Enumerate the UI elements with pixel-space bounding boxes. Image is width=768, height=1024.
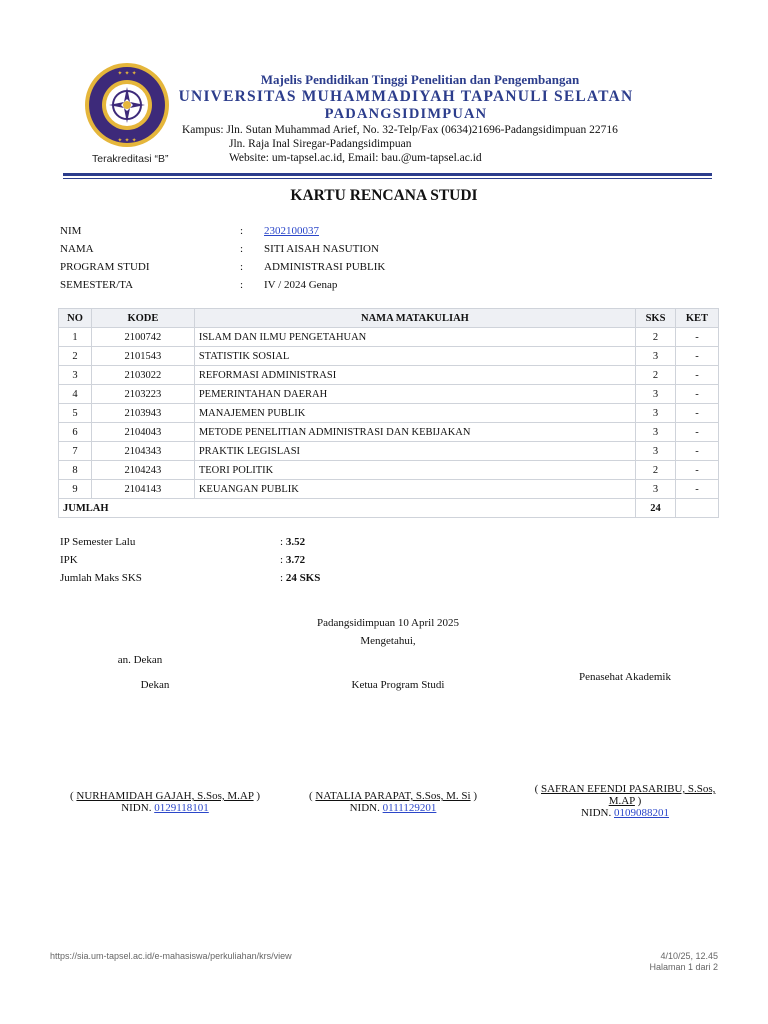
header-divider-thick — [63, 173, 712, 176]
cell-sks: 3 — [636, 385, 676, 404]
header-sks: SKS — [636, 309, 676, 328]
header-no: NO — [59, 309, 92, 328]
cell-kode: 2104143 — [91, 480, 194, 499]
dekan-nidn-line — [121, 802, 209, 814]
pa-nidn-link[interactable]: 0109088201 — [614, 807, 669, 819]
cell-ket: - — [675, 328, 718, 347]
secondary-address: Jln. Raja Inal Siregar-Padangsidimpuan — [229, 138, 412, 150]
kaprodi-name: NATALIA PARAPAT, S.Sos, M. Si — [315, 790, 471, 802]
table-row — [59, 385, 719, 404]
cell-nama-matakuliah: MANAJEMEN PUBLIK — [194, 404, 635, 423]
ip-value: 3.52 — [285, 536, 306, 548]
cell-nama-matakuliah: ISLAM DAN ILMU PENGETAHUAN — [194, 328, 635, 347]
nim-link[interactable]: 2302100037 — [264, 225, 319, 237]
cell-ket: - — [675, 404, 718, 423]
ip-label: IP Semester Lalu — [60, 536, 136, 548]
pa-close-paren: ) — [637, 795, 642, 807]
footer-datetime: 4/10/25, 12.45 — [660, 951, 718, 961]
svg-text:✦ ✦ ✦: ✦ ✦ ✦ — [117, 70, 137, 77]
header-divider-thin — [63, 178, 712, 179]
majelis-heading: Majelis Pendidikan Tinggi Penelitian dan Pengembangan — [260, 72, 580, 87]
maks-sks-value: 24 SKS — [285, 572, 321, 584]
dekan-signature-block — [40, 790, 290, 814]
cell-no: 7 — [59, 442, 92, 461]
cell-sks: 2 — [636, 328, 676, 347]
table-row — [59, 328, 719, 347]
table-row — [59, 404, 719, 423]
dekan-nidn-link[interactable]: 0129118101 — [154, 802, 209, 814]
maks-sks-row-value — [280, 572, 320, 584]
semester-colon: : — [240, 279, 244, 291]
kaprodi-open-paren: ( — [308, 790, 313, 802]
nim-colon: : — [240, 225, 244, 237]
cell-no: 4 — [59, 385, 92, 404]
dekan-close-paren: ) — [256, 790, 260, 802]
kaprodi-nidn-line — [350, 802, 437, 814]
cell-ket: - — [675, 442, 718, 461]
ipk-label: IPK — [60, 554, 78, 566]
cell-kode: 2101543 — [91, 347, 194, 366]
prodi-label: PROGRAM STUDI — [60, 261, 150, 273]
cell-nama-matakuliah: METODE PENELITIAN ADMINISTRASI DAN KEBIJAKAN — [194, 423, 635, 442]
dekan-title: Dekan — [140, 679, 170, 691]
cell-sks: 3 — [636, 480, 676, 499]
accreditation-label: Terakreditasi “B” — [92, 153, 169, 165]
cell-kode: 2103022 — [91, 366, 194, 385]
cell-kode: 2104043 — [91, 423, 194, 442]
ipk-row-value — [280, 554, 305, 566]
pa-name-line2: M.AP — [608, 795, 635, 807]
cell-sks: 3 — [636, 404, 676, 423]
pa-nidn-line — [581, 807, 669, 819]
header-nama-matakuliah: NAMA MATAKULIAH — [194, 309, 635, 328]
dekan-nidn-label: NIDN. — [121, 802, 152, 814]
table-row — [59, 461, 719, 480]
kaprodi-title: Ketua Program Studi — [351, 679, 445, 691]
pa-title: Penasehat Akademik — [579, 671, 671, 683]
prodi-colon: : — [240, 261, 244, 273]
cell-nama-matakuliah: KEUANGAN PUBLIK — [194, 480, 635, 499]
kaprodi-signature-block — [283, 790, 503, 814]
cell-no: 2 — [59, 347, 92, 366]
cell-kode: 2103943 — [91, 404, 194, 423]
pa-signature-block — [520, 783, 730, 819]
total-ket — [675, 499, 718, 518]
contact-info: Website: um-tapsel.ac.id, Email: bau.@um-tapsel.ac.id — [229, 152, 482, 164]
table-row — [59, 423, 719, 442]
cell-ket: - — [675, 480, 718, 499]
cell-nama-matakuliah: TEORI POLITIK — [194, 461, 635, 480]
campus-address: Kampus: Jln. Sutan Muhammad Arief, No. 32-Telp/Fax (0634)21696-Padangsidimpuan 22716 — [182, 124, 618, 136]
table-total-row — [59, 499, 719, 518]
cell-nama-matakuliah: STATISTIK SOSIAL — [194, 347, 635, 366]
document-title: KARTU RENCANA STUDI — [290, 187, 478, 204]
total-label: JUMLAH — [59, 499, 636, 518]
cell-no: 3 — [59, 366, 92, 385]
dekan-open-paren: ( — [70, 790, 74, 802]
cell-nama-matakuliah: PRAKTIK LEGISLASI — [194, 442, 635, 461]
cell-no: 1 — [59, 328, 92, 347]
svg-text:✦ ✦ ✦: ✦ ✦ ✦ — [117, 137, 137, 144]
university-name: UNIVERSITAS MUHAMMADIYAH TAPANULI SELATAN — [178, 88, 634, 105]
university-city: PADANGSIDIMPUAN — [324, 106, 488, 122]
kaprodi-close-paren: ) — [473, 790, 478, 802]
cell-sks: 3 — [636, 442, 676, 461]
university-seal-logo — [84, 62, 170, 148]
cell-ket: - — [675, 423, 718, 442]
cell-ket: - — [675, 366, 718, 385]
ipk-colon: : — [280, 554, 286, 566]
cell-no: 6 — [59, 423, 92, 442]
maks-sks-colon: : — [280, 572, 286, 584]
table-header-row — [59, 309, 719, 328]
total-sks: 24 — [636, 499, 676, 518]
semester-label: SEMESTER/TA — [60, 279, 134, 291]
cell-kode: 2104343 — [91, 442, 194, 461]
cell-kode: 2103223 — [91, 385, 194, 404]
course-table — [58, 308, 719, 518]
nim-label: NIM — [60, 225, 82, 237]
cell-ket: - — [675, 347, 718, 366]
pa-name-line1: SAFRAN EFENDI PASARIBU, S.Sos, — [541, 783, 716, 795]
cell-nama-matakuliah: REFORMASI ADMINISTRASI — [194, 366, 635, 385]
nama-label: NAMA — [60, 243, 94, 255]
pa-nidn-label: NIDN. — [581, 807, 612, 819]
mengetahui-text: Mengetahui, — [360, 635, 416, 647]
prodi-value: ADMINISTRASI PUBLIK — [264, 261, 386, 273]
header-ket: KET — [675, 309, 718, 328]
place-date: Padangsidimpuan 10 April 2025 — [316, 617, 460, 629]
nama-colon: : — [240, 243, 244, 255]
table-row — [59, 480, 719, 499]
ip-colon: : — [280, 536, 286, 548]
cell-kode: 2100742 — [91, 328, 194, 347]
ipk-value: 3.72 — [285, 554, 306, 566]
kaprodi-nidn-label: NIDN. — [349, 802, 380, 814]
dekan-name: NURHAMIDAH GAJAH, S.Sos, M.AP — [76, 790, 254, 802]
ip-row-value — [280, 536, 305, 548]
kaprodi-nidn-link[interactable]: 0111129201 — [382, 802, 437, 814]
cell-no: 5 — [59, 404, 92, 423]
cell-no: 9 — [59, 480, 92, 499]
cell-nama-matakuliah: PEMERINTAHAN DAERAH — [194, 385, 635, 404]
semester-value: IV / 2024 Genap — [264, 279, 338, 291]
cell-sks: 2 — [636, 366, 676, 385]
cell-sks: 3 — [636, 423, 676, 442]
cell-no: 8 — [59, 461, 92, 480]
maks-sks-label: Jumlah Maks SKS — [60, 572, 142, 584]
table-row — [59, 347, 719, 366]
cell-kode: 2104243 — [91, 461, 194, 480]
nama-value: SITI AISAH NASUTION — [264, 243, 379, 255]
an-dekan-text: an. Dekan — [117, 654, 163, 666]
table-row — [59, 442, 719, 461]
cell-sks: 2 — [636, 461, 676, 480]
table-row — [59, 366, 719, 385]
pa-open-paren: ( — [534, 783, 539, 795]
cell-ket: - — [675, 385, 718, 404]
cell-sks: 3 — [636, 347, 676, 366]
cell-ket: - — [675, 461, 718, 480]
footer-page-number: Halaman 1 dari 2 — [649, 962, 718, 972]
footer-url: https://sia.um-tapsel.ac.id/e-mahasiswa/perkuliahan/krs/view — [50, 951, 292, 961]
header-kode: KODE — [91, 309, 194, 328]
